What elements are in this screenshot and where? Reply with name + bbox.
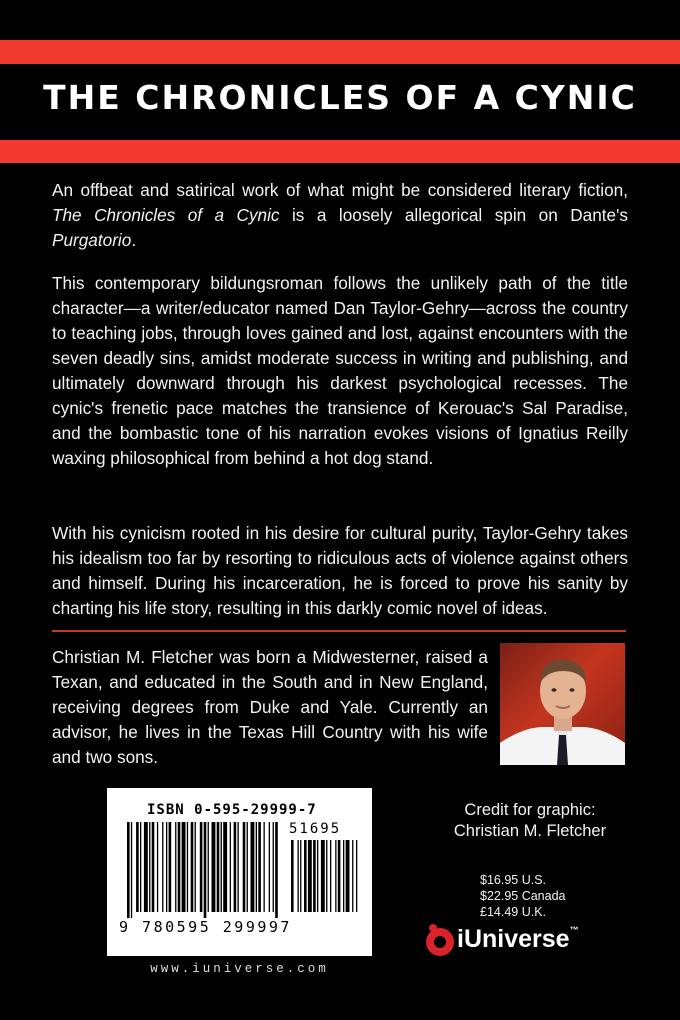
- divider-rule: [52, 630, 626, 632]
- author-photo: [500, 643, 625, 765]
- isbn-barcode: [107, 788, 372, 956]
- price-us: $16.95 U.S.: [480, 873, 547, 887]
- price-canada: $22.95 Canada: [480, 889, 566, 903]
- author-bio: Christian M. Fletcher was born a Midwesterner, raised a Texan, and educated in the South and in New England, receiving degrees from Duke and Yale. Currently an advisor, he lives in the Texas Hill Country with his wife and two sons.: [52, 647, 488, 767]
- intro-paragraph: An offbeat and satirical work of what might be considered literary fiction, The Chronicles of a Cynic is a loosely allegorical spin on Dante's Purgatorio.: [52, 180, 628, 250]
- theme-paragraph: With his cynicism rooted in his desire for cultural purity, Taylor-Gehry takes his idealism too far by resorting to ridiculous acts of violence against others and himself. During his incarceration, he is forced to prove his sanity by charting his life story, resulting in this darkly comic novel of ideas.: [52, 523, 628, 618]
- price-list: [480, 872, 566, 920]
- publisher-website: www.iuniverse.com: [150, 962, 329, 976]
- publisher-name: iUniverse™: [457, 925, 579, 953]
- barcode-bars: [119, 822, 364, 922]
- iuniverse-logo-icon: [424, 922, 456, 958]
- bottom-red-band: [0, 140, 680, 163]
- price-code: 51695: [289, 821, 342, 837]
- plot-paragraph: This contemporary bildungsroman follows the unlikely path of the title character—a writer/educator named Dan Taylor-Gehry—across the country to teaching jobs, through loves gained and lost, against encounters with the seven deadly sins, amidst moderate success in writing and publishing, and ultimately downward through his darkest psychological recesses. The cynic's frenetic pace matches the transience of Kerouac's Sal Paradise, and the bombastic tone of his narration evokes visions of Ignatius Reilly waxing philosophical from behind a hot dog stand.: [52, 273, 628, 468]
- top-red-band: [0, 40, 680, 64]
- isbn-text: ISBN 0-595-29999-7: [147, 802, 317, 818]
- price-uk: £14.49 U.K.: [480, 905, 547, 919]
- book-title: THE CHRONICLES OF A CYNIC: [43, 78, 637, 117]
- graphic-credit: Credit for graphic: Christian M. Fletcher: [453, 801, 607, 840]
- barcode-number: 9 780595 299997: [119, 918, 292, 936]
